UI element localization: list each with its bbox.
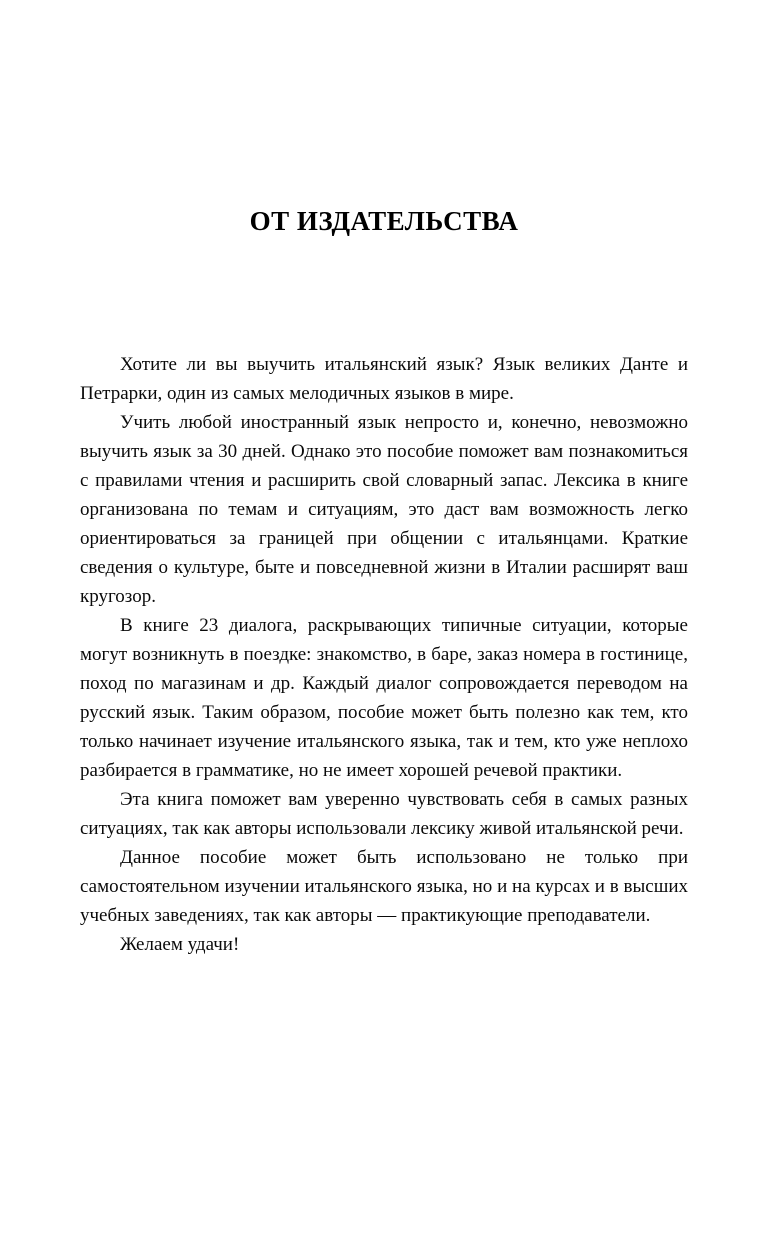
chapter-title: ОТ ИЗДАТЕЛЬСТВА <box>249 206 519 236</box>
paragraph-dialogs: В книге 23 диалога, раскрывающих типичные ситуации, которые могут возникнуть в поездке: знакомство, в баре, заказ номера в гостинице, поход по магазинам и др. Каждый диалог сопровождается переводом на русский язык. Таким образом, пособие может быть полезно как тем, кто только начинает изучение итальянского языка, так и тем, кто уже неплохо разбирается в грамматике, но не имеет хорошей речевой практики. <box>80 615 688 781</box>
paragraph-confidence: Эта книга поможет вам уверенно чувствовать себя в самых разных ситуациях, так как авторы использовали лексику живой итальянской речи. <box>80 789 688 839</box>
paragraph-learning: Учить любой иностранный язык непросто и, конечно, невозможно выучить язык за 30 дней. Однако это пособие поможет вам познакомиться с правилами чтения и расширить свой словарный запас. Лексика в книге организована по темам и ситуациям, это даст вам возможность легко ориентироваться за границей при общении с итальянцами. Краткие сведения о культуре, быте и повседневной жизни в Италии расширят ваш кругозор. <box>80 412 688 607</box>
paragraph-usage: Данное пособие может быть использовано не только при самостоятельном изучении итальянского языка, но и на курсах и в высших учебных заведениях, так как авторы — практикующие преподаватели. <box>80 847 688 926</box>
paragraph-farewell: Желаем удачи! <box>120 934 240 955</box>
body-text <box>80 350 688 959</box>
paragraph-intro: Хотите ли вы выучить итальянский язык? Язык великих Данте и Петрарки, один из самых мелодичных языков в мире. <box>80 354 688 404</box>
